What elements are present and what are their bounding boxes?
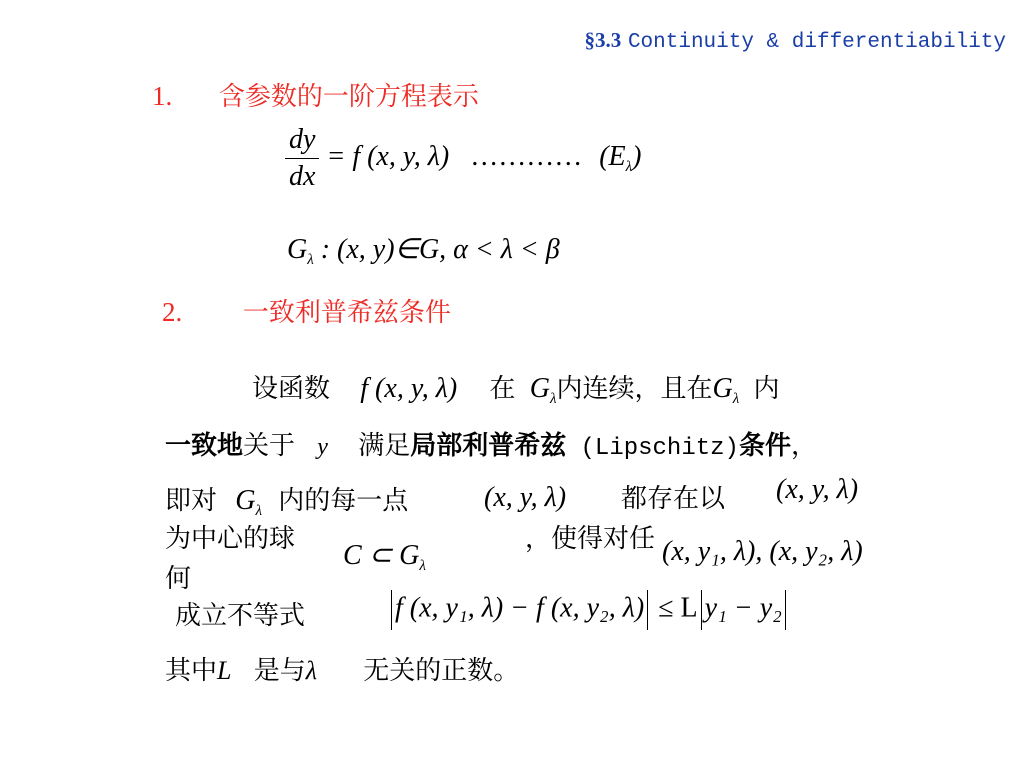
para-line-4-a: 为中心的球 xyxy=(165,524,296,554)
section-number: §3.3 xyxy=(584,28,622,52)
equation-E-lambda: $\frac{dy}{dx}$ = f (x, y, λ) ………… $(E_\lambda)$ xyxy=(285,124,641,193)
para-line-3-b: 都存在以 xyxy=(621,484,726,514)
para-line-1: 设函数 f (x, y, λ) 在 $G_\lambda$内连续，且在$G_\lambda$ 内 xyxy=(252,373,780,407)
ball-subset: C ⊂ $G_\lambda$ xyxy=(343,540,426,574)
lipschitz-inequality: f (x, y₁, λ) − f (x, y₂, λ) ≤ L y₁ − y₂ xyxy=(388,590,789,630)
section-header xyxy=(585,28,1007,54)
point-xy-lambda: (x, y, λ) xyxy=(484,482,567,513)
para-line-5-a: 成立不等式 xyxy=(175,601,306,631)
section-1-heading: 1. 含参数的一阶方程表示 xyxy=(152,81,479,112)
center-point: (x, y, λ) xyxy=(776,474,859,505)
para-line-2: 一致地关于 y 满足局部利普希兹 (Lipschitz)条件， xyxy=(165,431,817,462)
section-2-heading: 2. 一致利普希兹条件 xyxy=(162,297,451,328)
para-line-4-b: ，使得对任 xyxy=(525,524,656,554)
derivative-fraction: $\frac{dy}{dx}$ xyxy=(285,124,319,193)
domain-definition: $G_\lambda$ : (x, y)∈G, α < λ < β xyxy=(287,234,560,268)
section-title: Continuity & differentiability xyxy=(627,31,1006,54)
para-line-4-c: 何 xyxy=(165,564,192,594)
para-line-6: 其中L 是与λ 无关的正数。 xyxy=(165,656,520,686)
para-line-3: 即对 $G_\lambda$ 内的每一点 xyxy=(165,485,409,519)
two-points: (x, y₁, λ), (x, y₂, λ) xyxy=(662,536,863,567)
